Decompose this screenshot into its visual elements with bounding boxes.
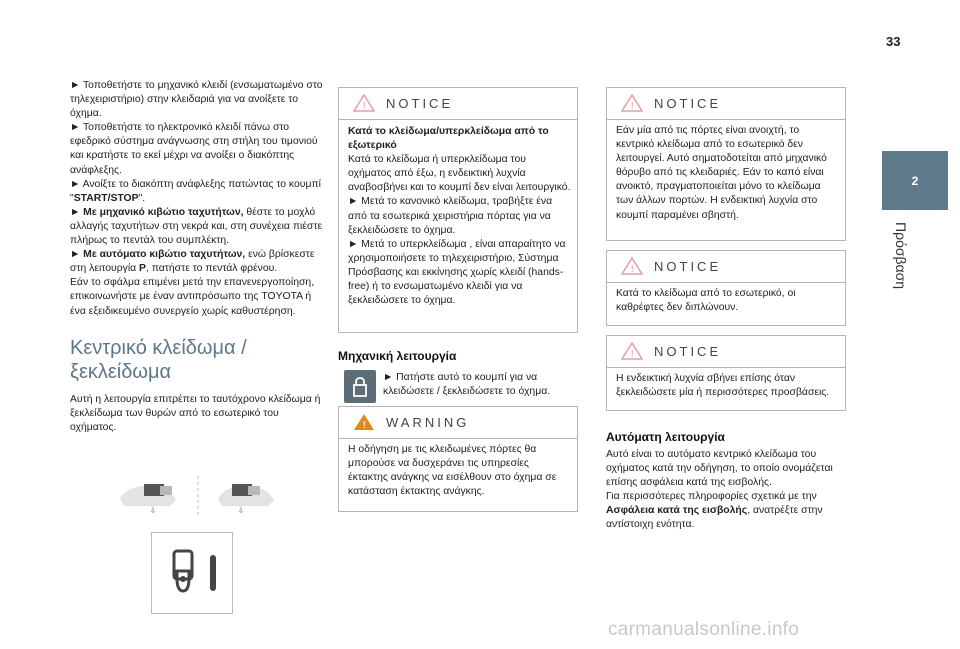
section-heading-automatic: Αυτόματη λειτουργία <box>606 430 725 444</box>
notice-box-mirrors <box>606 250 846 326</box>
notice-text: Κατά το κλείδωμα από το εσωτερικό, οι καθρέφτες δεν διπλώνουν. <box>616 288 796 314</box>
svg-text:!: ! <box>630 101 635 112</box>
notice-box-exterior-locking <box>338 87 578 333</box>
notice-text: Εάν μία από τις πόρτες είναι ανοιχτή, το κεντρικό κλείδωμα από το εσωτερικό δεν λειτουργεί. Αυτό σηματοδοτείται από μηχανικό θόρυβο από τις κλειδαριές. Εάν το καπό είναι ανοικτό, πραγματοποιείται μόνο το κλείδωμα των άλλων πορτών. Η ενδεικτική λυχνία στο κουμπί παραμένει σβηστή. <box>616 125 827 221</box>
section-heading-manual: Μηχανική λειτουργία <box>338 349 457 363</box>
chapter-tab[interactable]: 2 <box>882 151 948 210</box>
svg-text:⇓: ⇓ <box>237 506 245 516</box>
notice-title: NOTICE <box>654 95 722 111</box>
step-electronic-key: ► Τοποθετήστε το ηλεκτρονικό κλειδί πάνω στο εφεδρικό σύστημα ανάγνωσης στη στήλη του τιμονιού και κρατήστε το εκεί μέχρι να ανοίξει ο διακόπτης ανάφλεξης. <box>70 122 318 176</box>
central-locking-intro: Αυτή η λειτουργία επιτρέπει το ταυτόχρονο κλείδωμα ή ξεκλείδωμα των θυρών από το εσωτερικό του οχήματος. <box>70 393 321 433</box>
notice-icon <box>621 342 643 360</box>
notice-step-normal: ► Μετά το κανονικό κλείδωμα, τραβήξτε ένα από τα εσωτερικά χειριστήρια πόρτας για να ξεκλειδώσετε το όχημα. <box>348 196 553 236</box>
door-lock-illustration <box>118 476 276 518</box>
svg-text:⇓: ⇓ <box>149 506 157 516</box>
fault-advice: Εάν το σφάλμα επιμένει μετά την επανενεργοποίηση, επικοινωνήστε με έναν αντιπρόσωπο της TOYOTA ή ένα εξειδικευμένο συνεργείο χωρίς καθυστέρηση. <box>70 277 315 317</box>
warning-text: Η οδήγηση με τις κλειδωμένες πόρτες θα μπορούσε να δυσχεράνει τις υπηρεσίες έκτακτης ανάγκης να εισέλθουν στο όχημα σε κατάσταση έκτακτης ανάγκης. <box>348 444 557 498</box>
watermark: carmanualsonline.info <box>608 619 800 640</box>
automatic-more-info: Για περισσότερες πληροφορίες σχετικά με την Ασφάλεια κατά της εισβολής, ανατρέξτε στην αντίστοιχη ενότητα. <box>606 491 823 531</box>
manual-instruction: ► Πατήστε αυτό το κουμπί για να κλειδώσετε / ξεκλειδώσετε το όχημα. <box>383 372 551 398</box>
svg-text:!: ! <box>630 349 635 360</box>
automatic-text <box>606 448 846 533</box>
notice-icon <box>353 94 375 112</box>
lock-button-icon <box>151 532 233 614</box>
notice-subtitle: Κατά το κλείδωμα/υπερκλείδωμα από το εξωτερικό <box>348 126 549 152</box>
column-1 <box>70 79 323 435</box>
step-automatic-gearbox: ► Με αυτόματο κιβώτιο ταχυτήτων, ενώ βρίσκεστε στη λειτουργία P, πατήστε το πεντάλ φρένου. <box>70 249 315 275</box>
warning-box <box>338 406 578 512</box>
notice-icon <box>621 94 643 112</box>
svg-text:!: ! <box>362 420 367 431</box>
svg-text:!: ! <box>362 101 367 112</box>
step-manual-gearbox: ► Με μηχανικό κιβώτιο ταχυτήτων, θέστε το μοχλό αλλαγής ταχυτήτων στη νεκρά και, στη συνέχεια πιέστε πλήρως το πεντάλ του συμπλέκτη. <box>70 206 323 247</box>
notice-title: NOTICE <box>654 343 722 359</box>
section-heading-central-locking: Κεντρικό κλείδωμα / ξεκλείδωμα <box>70 336 247 383</box>
automatic-intro: Αυτό είναι το αυτόματο κεντρικό κλείδωμα του οχήματος κατά την οδήγηση, το οποίο ονομάζεται επίσης ασφάλεια κατά της εισβολής. <box>606 449 833 489</box>
notice-box-indicator <box>606 335 846 411</box>
lock-button-symbol <box>344 370 376 403</box>
notice-icon <box>621 257 643 275</box>
notice-title: NOTICE <box>386 95 454 111</box>
svg-text:!: ! <box>630 264 635 275</box>
notice-paragraph: Κατά το κλείδωμα ή υπερκλείδωμα του οχήματος από έξω, η ενδεικτική λυχνία αναβοσβήνει και το κουμπί δεν είναι λειτουργικό. <box>348 154 571 194</box>
warning-title: WARNING <box>386 414 470 430</box>
chapter-label: Πρόσβαση <box>893 222 909 290</box>
notice-title: NOTICE <box>654 258 722 274</box>
notice-step-deadlock: ► Μετά το υπερκλείδωμα , είναι απαραίτητο να χρησιμοποιήσετε το τηλεχειριστήριο, Σύστημα Πρόσβασης και εκκίνησης χωρίς κλειδί (hands-free) ή το ενσωματωμένο κλειδί για να ξεκλειδώσετε το όχημα. <box>348 238 566 307</box>
warning-icon <box>353 413 375 431</box>
step-ignition: ► Ανοίξτε το διακόπτη ανάφλεξης πατώντας το κουμπί "START/STOP". <box>70 178 321 204</box>
page-number: 33 <box>886 34 901 49</box>
notice-box-door-open <box>606 87 846 241</box>
step-mechanical-key: ► Τοποθετήστε το μηχανικό κλειδί (ενσωματωμένο στο τηλεχειριστήριο) στην κλειδαριά για να ανοίξετε το όχημα. <box>70 80 323 120</box>
notice-text: Η ενδεικτική λυχνία σβήνει επίσης όταν ξεκλειδώσετε μία ή περισσότερες προσβάσεις. <box>616 373 830 399</box>
